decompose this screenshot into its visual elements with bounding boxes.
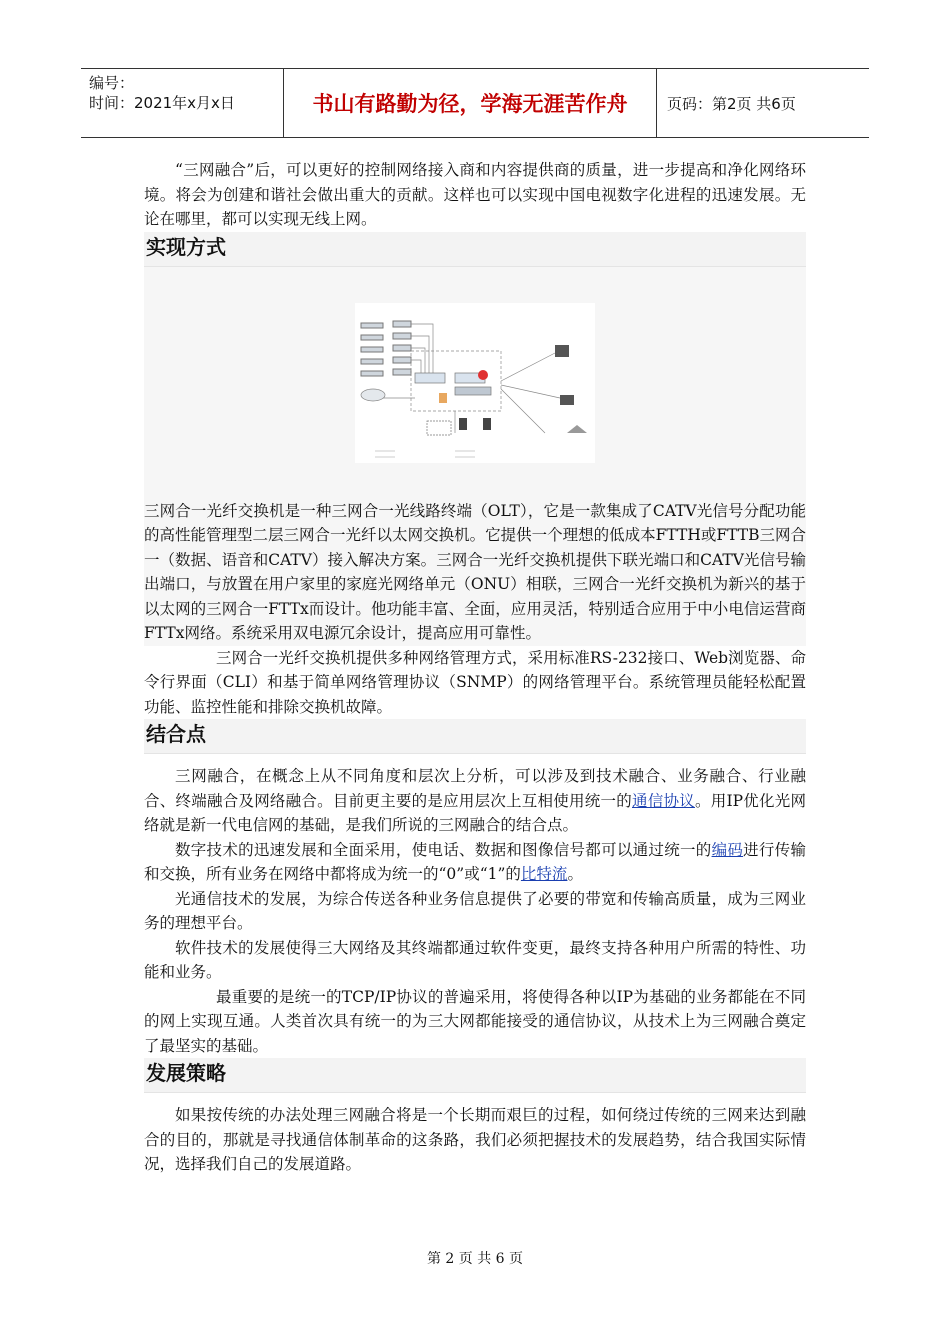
- convergence-paragraph-2: [144, 838, 806, 887]
- convergence-paragraph-4: 软件技术的发展使得三大网络及其终端都通过软件变更，最终支持各种用户所需的特性、功能和业务。: [144, 938, 806, 981]
- implementation-paragraph-2: 三网合一光纤交换机提供多种网络管理方式，采用标准RS-232接口、Web浏览器、命令行界面（CLI）和基于简单网络管理协议（SNMP）的网络管理平台。系统管理员能轻松配置功能、监控性能和排除交换机故障。: [144, 648, 806, 716]
- document-body: [144, 158, 806, 1177]
- section-heading-strategy: 发展策略: [144, 1058, 806, 1093]
- link-bitstream[interactable]: 比特流: [520, 865, 568, 883]
- implementation-paragraph-1: 三网合一光纤交换机是一种三网合一光线路终端（OLT），它是一款集成了CATV光信号分配功能的高性能管理型二层三网合一光纤以太网交换机。它提供一个理想的低成本FTTH或FTTB三网合一（数据、语音和CATV）接入解决方案。三网合一光纤交换机提供下联光端口和CATV光信号输出端口，与放置在用户家里的家庭光网络单元（ONU）相联，三网合一光纤交换机为新兴的基于以太网的三网合一FTTx而设计。他功能丰富、全面，应用灵活，特别适合应用于中小电信运营商FTTx网络。系统采用双电源冗余设计，提高应用可靠性。: [144, 501, 806, 642]
- header-motto: 书山有路勤为径，学海无涯苦作舟: [283, 69, 657, 137]
- header-date: 时间：2021年x月x日: [89, 94, 235, 112]
- convergence-p1-text-a: 三网融合，在概念上从不同角度和层次上分析，可以涉及到技术融合、业务融合、行业融合、终端融合及网络融合。目前更主要的是应用层次上互相使用统一的: [144, 767, 806, 810]
- convergence-p2-text-a: 数字技术的迅速发展和全面采用，使电话、数据和图像信号都可以通过统一的: [175, 840, 712, 859]
- section-heading-convergence: 结合点: [144, 719, 806, 754]
- convergence-p1-text-b: 。用IP优化光网络就是新一代电信网的基础，是我们所说的三网融合的结合点。: [144, 791, 806, 834]
- link-encoding[interactable]: 编码: [711, 840, 744, 859]
- convergence-paragraph-3: 光通信技术的发展，为综合传送各种业务信息提供了必要的带宽和传输高质量，成为三网业务的理想平台。: [144, 889, 806, 932]
- convergence-paragraph-1: [144, 764, 806, 838]
- network-diagram-image: [355, 303, 595, 463]
- header-number-label: 编号：: [89, 74, 135, 92]
- section-implementation: [144, 267, 806, 646]
- strategy-paragraph-1: 如果按传统的办法处理三网融合将是一个长期而艰巨的过程，如何绕过传统的三网来达到融合的目的，那就是寻找通信体制革命的这条路，我们必须把握技术的发展趋势，结合我国实际情况，选择我们自己的发展道路。: [144, 1106, 806, 1173]
- intro-paragraph: “三网融合”后，可以更好的控制网络接入商和内容提供商的质量，进一步提高和净化网络环境。将会为创建和谐社会做出重大的贡献。这样也可以实现中国电视数字化进程的迅速发展。无论在哪里，都可以实现无线上网。: [144, 161, 806, 228]
- header-meta: [81, 69, 283, 137]
- network-diagram-figure: [144, 267, 806, 499]
- page-header: [81, 68, 869, 138]
- page-footer: 第 2 页 共 6 页: [426, 1251, 524, 1267]
- section-heading-implementation: 实现方式: [144, 232, 806, 267]
- header-page-info: 页码：第2页 共6页: [667, 94, 796, 113]
- convergence-p2-text-b: 进行传输和交换，所有业务在网络中都将成为统一的“0”或“1”的: [144, 840, 806, 883]
- link-communication-protocol[interactable]: 通信协议: [632, 791, 695, 810]
- convergence-paragraph-5: 最重要的是统一的TCP/IP协议的普遍采用，将使得各种以IP为基础的业务都能在不同的网上实现互通。人类首次具有统一的为三大网都能接受的通信协议，从技术上为三网融合奠定了最坚实的基础。: [144, 987, 806, 1055]
- convergence-p2-text-c: 。: [567, 865, 583, 883]
